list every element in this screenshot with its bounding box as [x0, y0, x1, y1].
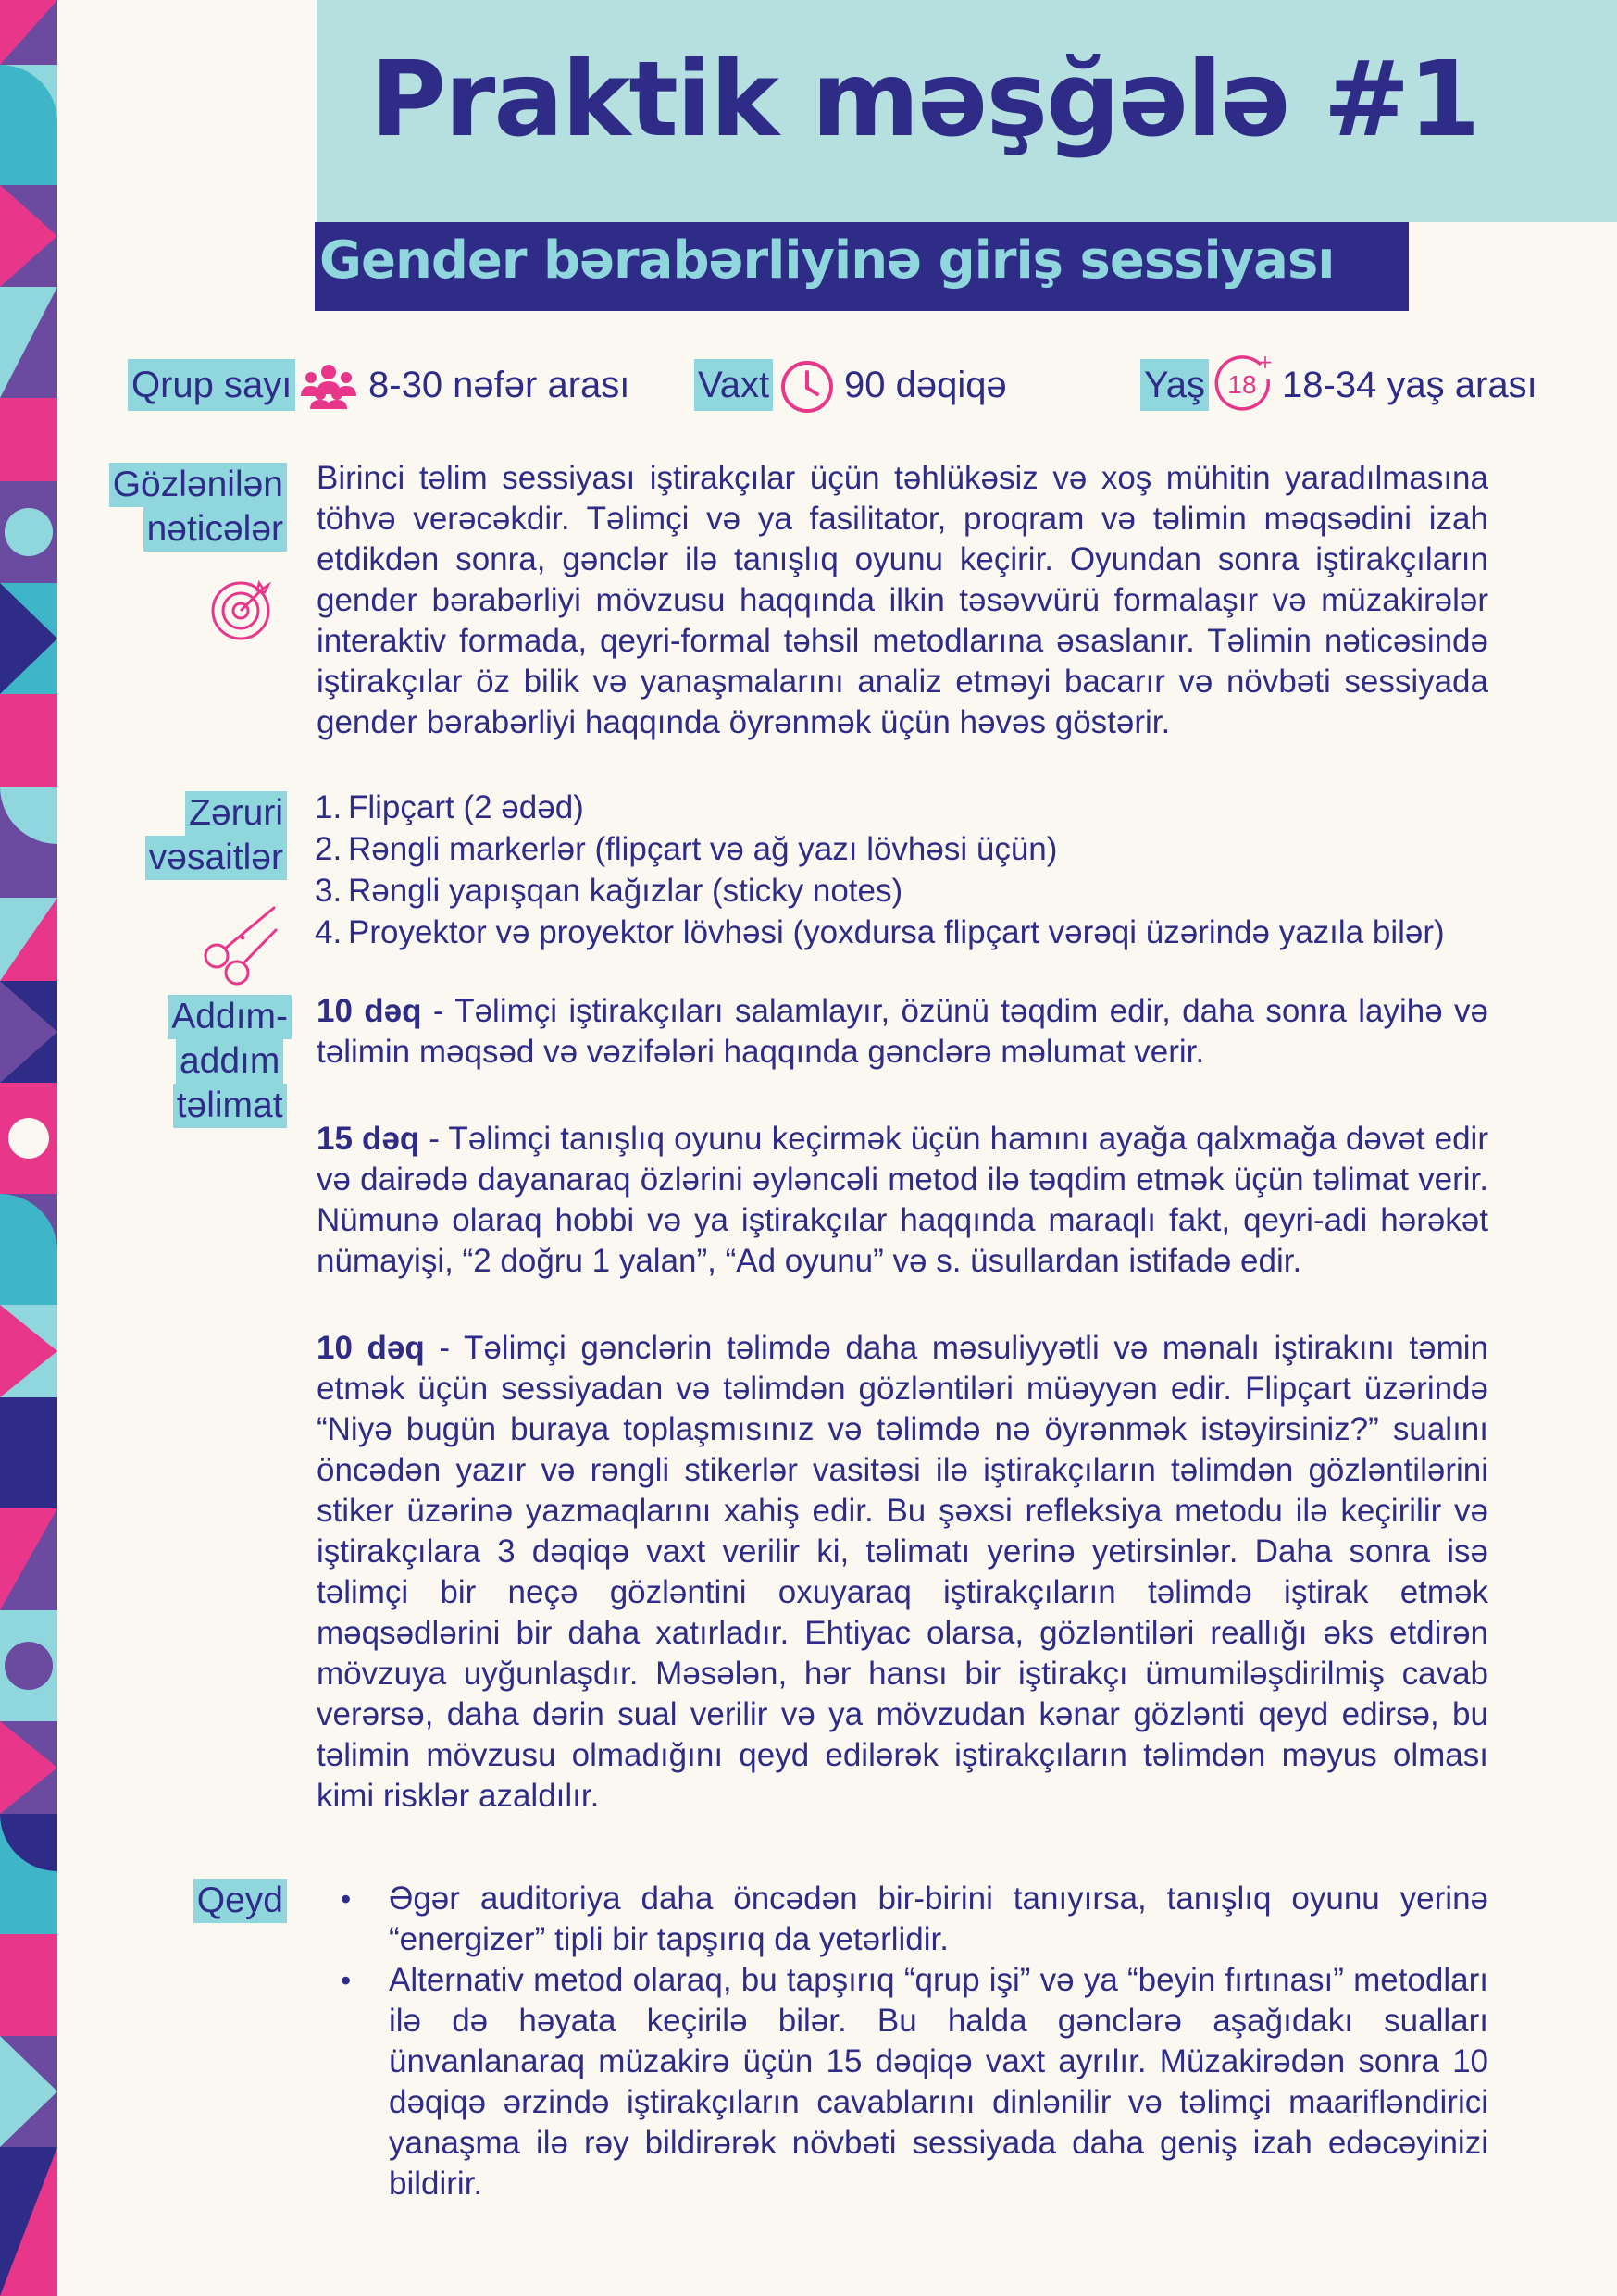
note-label: [193, 1879, 287, 1923]
list-item: 1. Flipçart (2 ədəd): [315, 789, 584, 825]
decorative-side-strip: [0, 0, 57, 2296]
tools-label-line2: vəsaitlər: [145, 836, 287, 880]
page-title: Praktik məşğələ #1: [370, 40, 1479, 160]
tools-label: [145, 791, 287, 880]
steps-label: [168, 995, 292, 1128]
bullet-icon: •: [341, 1882, 352, 1916]
step-1-time: 10 dəq: [317, 993, 422, 1029]
age-18-icon: [1213, 352, 1277, 416]
time-value: 90 dəqiqə: [844, 365, 1007, 405]
expected-results-label: [109, 463, 287, 552]
steps-label-line1: Addım-: [168, 995, 292, 1039]
step-3-text: 10 dəq - Təlimçi gənclərin təlimdə daha məsuliyyətli və mənalı iştirakını təmin etmək üçün sessiyadan və təlimdən gözləntiləri müəyyən edir. Flipçart üzərində “Niyə bugün buraya toplaşmısınız və təlimdə nə öyrənmək istəyirsiniz?” sualını öncədən yazır və rəngli stikerlər vasitəsi ilə iştirakçıların təlimdən gözləntilərini stiker üzərinə yazmaqlarını xahiş edir. Bu şəxsi refleksiya metodu ilə keçirilir və iştirakçılara 3 dəqiqə vaxt verilir ki, təlimatı yerinə yetirsinlər. Daha sonra isə təlimçi bir neçə gözləntini oxuyaraq iştirakçıların təlimdə iştirak etmək məqsədlərini bir daha xatırladır. Ehtiyac olarsa, gözləntiləri reallığı əks etdirən mövzuya uyğunlaşdır. Məsələn, hər hansı bir iştirakçı ümumiləşdirilmiş cavab verərsə, daha dərin sual verilir və ya mövzudan kənar gözlənti qeyd edirsə, bu təlimin mövzusu olmadığını qeyd edilərək iştirakçıların təlimdən məyus olması kimi risklər azaldılır.: [317, 1330, 1488, 1814]
list-item: 3. Rəngli yapışqan kağızlar (sticky notes): [315, 873, 903, 909]
tools-list: [315, 787, 1445, 953]
bullet-icon: •: [341, 1964, 352, 1997]
age-label: Yaş: [1140, 359, 1209, 411]
expected-results-text: Birinci təlim sessiyası iştirakçılar üçün təhlükəsiz və xoş mühitin yaradılmasına töhvə verəcəkdir. Təlimçi və ya fasilitator, proqram və təlimin məqsədini izah etdikdən sonra, gənclər ilə tanışlıq oyunu keçirir. Oyundan sonra iştirakçıların gender bərabərliyi mövzusu haqqında ilkin təsəvvürü formalaşır və müzakirələr interaktiv formada, qeyri-formal təhsil metodlarına əsaslanır. Təlimin nəticəsində iştirakçılar öz bilik və yanaşmalarını analiz etməyi bacarır və növbəti sessiyada gender bərabərliyi haqqında öyrənmək üçün həvəs göstərir.: [317, 460, 1488, 740]
scissors-icon: [202, 902, 281, 986]
svg-text:+: +: [1257, 352, 1274, 373]
steps-label-line3: təlimat: [173, 1084, 287, 1128]
list-item: • Əgər auditoriya daha öncədən bir-birini tanıyırsa, tanışlıq oyunu yerinə “energizer” tipli bir tapşırıq da yetərlidir.: [341, 1880, 1488, 1957]
note-label-text: Qeyd: [193, 1879, 287, 1923]
age-value: 18-34 yaş arası: [1282, 365, 1537, 405]
step-2-time: 15 dəq: [317, 1121, 420, 1157]
list-item: 4. Proyektor və proyektor lövhəsi (yoxdursa flipçart vərəqi üzərində yazıla bilər): [315, 914, 1445, 950]
step-1-text: 10 dəq - Təlimçi iştirakçıları salamlayır, özünü təqdim edir, daha sonra layihə və təlimin məqsəd və vəzifələri haqqında gənclərə məlumat verir.: [317, 993, 1488, 1070]
step-3-time: 10 dəq: [317, 1330, 425, 1366]
group-size-label: Qrup sayı: [128, 359, 295, 411]
clock-icon: [779, 359, 835, 415]
steps-label-line2: addım: [176, 1039, 283, 1084]
people-icon: [298, 363, 359, 409]
list-item: 2. Rəngli markerlər (flipçart və ağ yazı lövhəsi üçün): [315, 831, 1058, 867]
tools-label-line1: Zəruri: [185, 791, 287, 836]
list-item: • Alternativ metod olaraq, bu tapşırıq “qrup işi” və ya “beyin fırtınası” metodları ilə də həyata keçirilə bilər. Bu halda gənclərə aşağıdakı sualları ünvanlanaraq müzakirə üçün 15 dəqiqə vaxt ayrılır. Müzakirədən sonra 10 dəqiqə ərzində iştirakçıların cavablarını dinlənilir və təlimçi maarifləndirici yanaşma ilə rəy bildirərək növbəti sessiyada daha geniş izah edəcəyinizi bildirir.: [341, 1962, 1488, 2202]
svg-text:18: 18: [1227, 370, 1257, 399]
page-subtitle: Gender bərabərliyinə giriş sessiyası: [319, 230, 1335, 291]
step-2-text: 15 dəq - Təlimçi tanışlıq oyunu keçirmək üçün hamını ayağa qalxmağa dəvət edir və dairədə dayanaraq özlərini əyləncəli metod ilə təqdim etmək üçün təlimat verir. Nümunə olaraq hobbi və ya iştirakçılar haqqında maraqlı fakt, qeyri-adi hərəkət nümayişi, “2 doğru 1 yalan”, “Ad oyunu” və s. üsullardan istifadə edir.: [317, 1121, 1488, 1279]
group-size-value: 8-30 nəfər arası: [368, 365, 630, 405]
notes-list: [341, 1879, 1488, 2204]
expected-results-label-line2: nəticələr: [143, 507, 287, 552]
target-icon: [205, 572, 280, 646]
time-label: Vaxt: [694, 359, 773, 411]
expected-results-label-line1: Gözlənilən: [109, 463, 287, 507]
